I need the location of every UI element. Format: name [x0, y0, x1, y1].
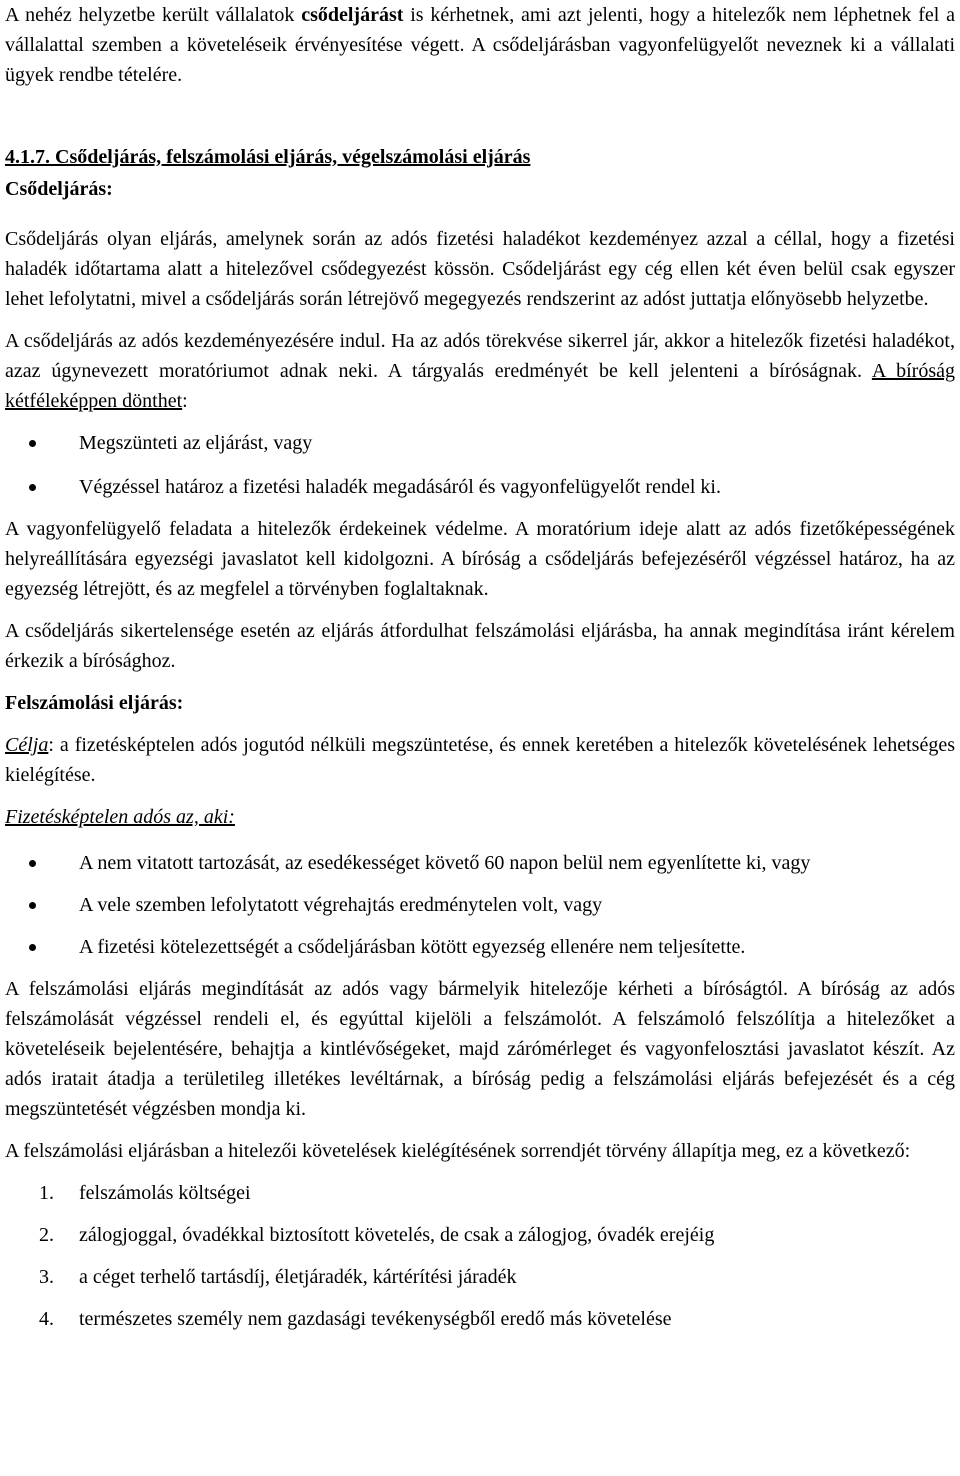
list-item: [5, 932, 955, 962]
csodeljaras-paragraph-1: Csődeljárás olyan eljárás, amelynek során az adós fizetési haladékot kezdeményez azzal a céllal, hogy a fizetési haladék időtartama alatt a hitelezővel csődegyezést kössön. Csődeljárást egy cég ellen két éven belül csak egyszer lehet lefolytatni, mivel a csődeljárás során létrejövő megegyezés rendszerint az adóst juttatja előnyösebb helyzetbe.: [5, 228, 955, 310]
list-item-number: 4.: [39, 1308, 54, 1330]
felszamolas-heading: Felszámolási eljárás:: [5, 692, 184, 714]
csodeljaras-paragraph-4: A csődeljárás sikertelensége esetén az eljárás átfordulhat felszámolási eljárásba, ha annak megindítása iránt kérelem érkezik a bírósághoz.: [5, 620, 955, 672]
list-item-text: természetes személy nem gazdasági tevékenységből eredő más követelése: [79, 1308, 672, 1330]
csodeljaras-paragraph-3: A vagyonfelügyelő feladata a hitelezők érdekeinek védelme. A moratórium ideje alatt az adós fizetőképességének helyreállítására egyezségi javaslatot kell kidolgozni. A bíróság a csődeljárás befejezéséről végzéssel határoz, ha az egyezség létrejött, és az megfelel a törvényben foglaltaknak.: [5, 518, 955, 600]
court-decision-underlined: A bíróság kétféleképpen dönthet: [5, 360, 955, 412]
court-decision-colon: :: [182, 390, 188, 412]
intro-text-1: A nehéz helyzetbe került vállalatok: [5, 4, 302, 26]
creditor-priority-list: [5, 1178, 955, 1334]
list-item-text: zálogjoggal, óvadékkal biztosított követelés, de csak a zálogjog, óvadék erejéig: [79, 1224, 715, 1246]
list-item: [5, 1304, 955, 1334]
list-item: [5, 848, 955, 878]
list-item: [5, 1220, 955, 1250]
list-item-text: a céget terhelő tartásdíj, életjáradék, kártérítési járadék: [79, 1266, 517, 1288]
section-number: 4.1.7.: [5, 146, 50, 168]
list-item: [5, 890, 955, 920]
goal-label: Célja: [5, 734, 49, 756]
intro-bold-term: csődeljárást: [301, 4, 404, 26]
list-item: [5, 472, 955, 502]
csodeljaras-paragraph-2: [5, 326, 955, 416]
list-item: [5, 428, 955, 458]
insolvent-conditions-list: [5, 848, 955, 962]
intro-paragraph: [5, 0, 955, 90]
list-item-text: A nem vitatott tartozását, az esedékességet követő 60 napon belül nem egyenlítette ki, vagy: [79, 852, 811, 874]
list-item-number: 2.: [39, 1224, 54, 1246]
list-item: [5, 1178, 955, 1208]
bullet-icon: [29, 860, 36, 867]
bullet-icon: [29, 902, 36, 909]
bullet-icon: [29, 484, 36, 491]
list-item-text: felszámolás költségei: [79, 1182, 251, 1204]
csodeljaras-paragraph-2-text: A csődeljárás az adós kezdeményezésére indul. Ha az adós törekvése sikerrel jár, akkor a hitelezők fizetési haladékot, azaz úgynevezett moratóriumot adnak neki. A tárgyalás eredményét be kell jelenteni a bíróságnak.: [5, 330, 955, 382]
list-item: [5, 1262, 955, 1292]
bullet-icon: [29, 440, 36, 447]
section-heading: [5, 142, 955, 172]
insolvent-debtor-label: Fizetésképtelen adós az, aki:: [5, 806, 235, 828]
bullet-icon: [29, 944, 36, 951]
intro-text-2: is kérhetnek, ami azt jelenti, hogy a hitelezők nem léphetnek fel a vállalattal szemben a követeléseik érvényesítése végett. A csődeljárásban vagyonfelügyelőt neveznek ki a vállalati ügyek rendbe tételére.: [5, 4, 955, 86]
felszamolas-goal-paragraph: [5, 730, 955, 790]
goal-text: : a fizetésképtelen adós jogutód nélküli megszüntetése, és ennek keretében a hitelezők követelésének lehetséges kielégítése.: [5, 734, 955, 786]
felszamolas-paragraph-1: A felszámolási eljárás megindítását az adós vagy bármelyik hitelezője kérheti a bíróságtól. A bíróság az adós felszámolását végzéssel rendeli el, és egyúttal kijelöli a felszámolót. A felszámoló felszólítja a hitelezőket a követeléseik bejelentésére, behajtja a kintlévőségeket, majd zárómérleget és vagyonfelosztási javaslatot készít. Az adós iratait átadja a területileg illetékes levéltárnak, a bíróság pedig a felszámolási eljárás befejezését és a cég megszüntetését végzésben mondja ki.: [5, 978, 955, 1120]
felszamolas-paragraph-2: A felszámolási eljárásban a hitelezői követelések kielégítésének sorrendjét törvény állapítja meg, ez a következő:: [5, 1140, 911, 1162]
list-item-number: 1.: [39, 1182, 54, 1204]
list-item-text: A fizetési kötelezettségét a csődeljárásban kötött egyezség ellenére nem teljesítette.: [79, 936, 746, 958]
list-item-text: Megszünteti az eljárást, vagy: [79, 432, 313, 454]
csodeljaras-heading: Csődeljárás:: [5, 178, 113, 200]
list-item-text: A vele szemben lefolytatott végrehajtás eredménytelen volt, vagy: [79, 894, 603, 916]
list-item-number: 3.: [39, 1266, 54, 1288]
court-decision-list: [5, 428, 955, 502]
section-title: Csődeljárás, felszámolási eljárás, végelszámolási eljárás: [55, 146, 531, 168]
list-item-text: Végzéssel határoz a fizetési haladék megadásáról és vagyonfelügyelőt rendel ki.: [79, 476, 721, 498]
